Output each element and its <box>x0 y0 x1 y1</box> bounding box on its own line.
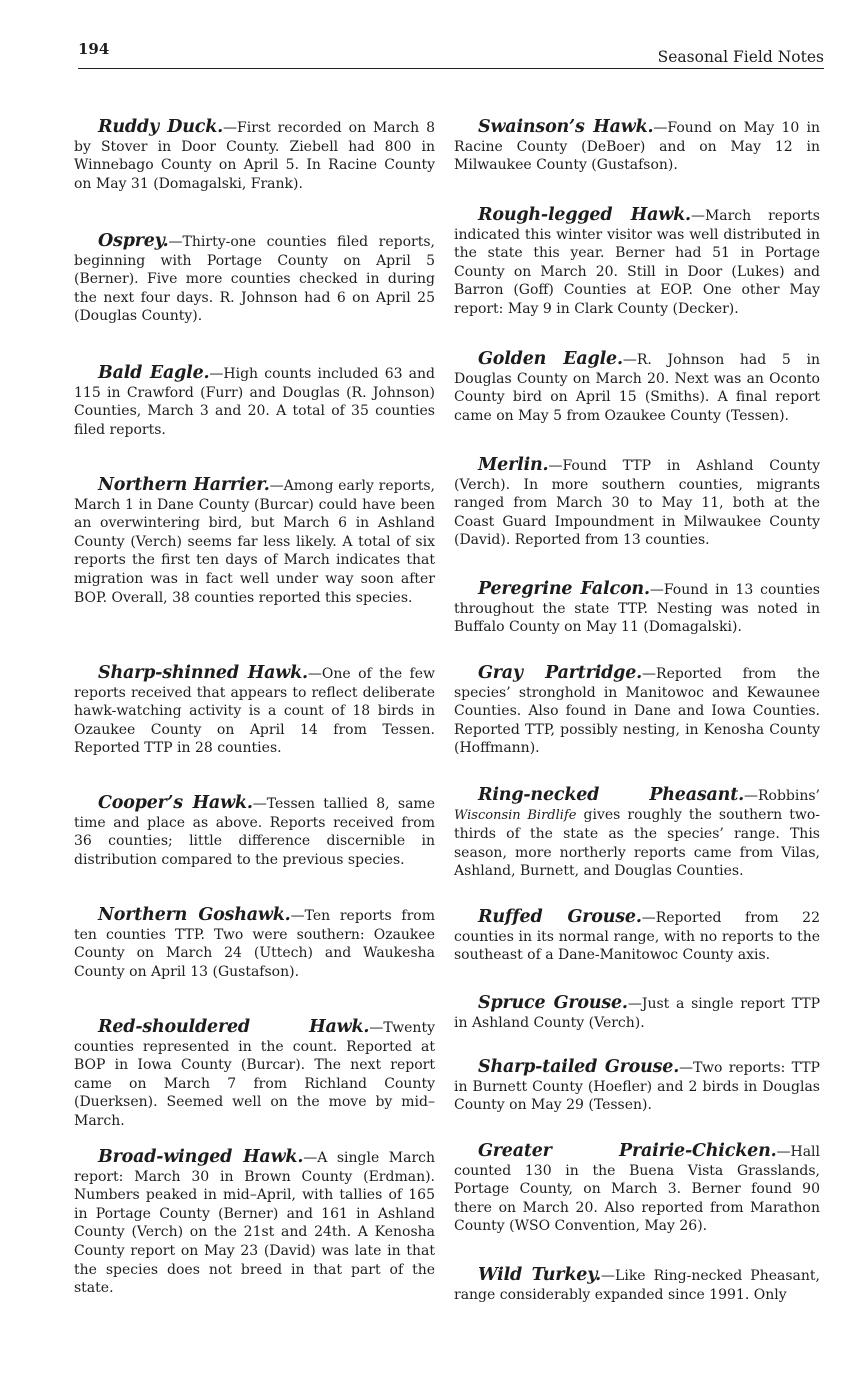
species-name: Bald Eagle. <box>98 363 210 383</box>
species-notes: —Two reports: TTP in Burnett County (Hoefler) and 2 birds in Douglas County on May 29 (Tessen). <box>454 1060 820 1114</box>
species-entry-coopers-hawk <box>74 794 435 869</box>
species-entry-red-shouldered-hawk <box>74 1018 435 1131</box>
book-title: Wisconsin Birdlife <box>454 807 577 823</box>
species-notes-intro: —Robbins’ <box>743 788 820 804</box>
species-entry-sharp-tailed-grouse <box>454 1058 820 1115</box>
species-entry-ring-necked-pheasant <box>454 786 820 881</box>
species-notes: —March reports indicated this winter visitor was well distributed in the state this year. Berner had 51 in Portage County on March 20. Still in Door (Lukes) and Barron (Goff) Counties at EOP. One other May report: May 9 in Clark County (Decker). <box>454 208 820 317</box>
species-entry-bald-eagle <box>74 364 435 439</box>
species-notes: —Among early reports, March 1 in Dane County (Burcar) could have been an overwintering bird, but March 6 in Ashland County (Verch) seems far less likely. A total of six reports the first ten days of March indicates that migration was in fact well under way soon after BOP. Overall, 38 counties reported this species. <box>74 478 435 606</box>
species-notes: —Thirty-one counties filed reports, beginning with Portage County on April 5 (Berner). Five more counties checked in during the next four days. R. Johnson had 6 on April 25 (Douglas County). <box>74 234 435 325</box>
species-name: Sharp-tailed Grouse. <box>478 1057 680 1077</box>
species-entry-swainsons-hawk <box>454 118 820 175</box>
species-name: Rough-legged Hawk. <box>478 205 691 225</box>
species-name: Gray Partridge. <box>478 663 643 683</box>
species-name: Ruffed Grouse. <box>478 907 642 927</box>
species-name: Wild Turkey. <box>478 1265 602 1285</box>
page-header <box>78 38 824 69</box>
species-entry-sharp-shinned-hawk <box>74 664 435 758</box>
species-notes: —R. Johnson had 5 in Douglas County on March 20. Next was an Oconto County bird on April 15 (Smiths). A final report came on May 5 from Ozaukee County (Tessen). <box>454 352 820 424</box>
running-head: Seasonal Field Notes <box>657 48 824 66</box>
species-entry-golden-eagle <box>454 350 820 425</box>
species-notes: —Hall counted 130 in the Buena Vista Grasslands, Portage County, on March 3. Berner found 90 there on March 20. Also reported from Marathon County (WSO Convention, May 26). <box>454 1144 820 1235</box>
species-notes: —Reported from 22 counties in its normal range, with no reports to the southeast of a Dane-Manitowoc County axis. <box>454 910 820 964</box>
species-name: Sharp-shinned Hawk. <box>98 663 308 683</box>
species-entry-broad-winged-hawk <box>74 1148 435 1298</box>
species-notes: —Like Ring-necked Pheasant, range considerably expanded since 1991. Only <box>454 1268 820 1303</box>
species-name: Merlin. <box>478 455 549 475</box>
species-notes: —High counts included 63 and 115 in Crawford (Furr) and Douglas (R. Johnson) Counties, March 3 and 20. A total of 35 counties filed reports. <box>74 366 435 438</box>
species-name: Golden Eagle. <box>478 349 623 369</box>
species-notes: gives roughly the southern two-thirds of the state as the species’ range. This season, more northerly reports came from Vilas, Ashland, Burnett, and Douglas Counties. <box>454 806 820 880</box>
species-name: Osprey. <box>98 231 169 251</box>
species-name: Cooper’s Hawk. <box>98 793 253 813</box>
species-notes: —Just a single report TTP in Ashland County (Verch). <box>454 996 820 1031</box>
species-notes: —Twenty counties represented in the count. Reported at BOP in Iowa County (Burcar). The next report came on March 7 from Richland County (Duerksen). Seemed well on the move by mid–March. <box>74 1020 435 1129</box>
species-name: Broad-winged Hawk. <box>98 1147 304 1167</box>
species-entry-greater-prairie-chicken <box>454 1142 820 1236</box>
species-entry-merlin <box>454 456 820 550</box>
species-notes: —A single March report: March 30 in Brown County (Erdman). Numbers peaked in mid–April, with tallies of 165 in Portage County (Berner) and 161 in Ashland County (Verch) on the 21st and 24th. A Kenosha County report on May 23 (David) was late in that the species does not breed in that part of the state. <box>74 1150 435 1297</box>
species-name: Northern Goshawk. <box>98 905 291 925</box>
species-name: Red-shouldered Hawk. <box>98 1017 370 1037</box>
species-name: Greater Prairie-Chicken. <box>478 1141 777 1161</box>
species-entry-ruddy-duck <box>74 118 435 193</box>
species-name: Swainson’s Hawk. <box>478 117 654 137</box>
species-notes: —First recorded on March 8 by Stover in Door County. Ziebell had 800 in Winnebago County on April 5. In Racine County on May 31 (Domagalski, Frank). <box>74 120 435 192</box>
page-number: 194 <box>78 40 110 58</box>
species-name: Ring-necked Pheasant. <box>478 785 744 805</box>
species-entry-northern-harrier <box>74 476 435 607</box>
species-entry-wild-turkey <box>454 1266 820 1304</box>
species-notes: —Found on May 10 in Racine County (DeBoer) and on May 12 in Milwaukee County (Gustafson). <box>454 120 820 174</box>
species-entry-peregrine-falcon <box>454 580 820 637</box>
species-entry-gray-partridge <box>454 664 820 758</box>
species-notes: —Found in 13 counties throughout the state TTP. Nesting was noted in Buffalo County on May 11 (Domagalski). <box>454 582 820 636</box>
species-entry-rough-legged-hawk <box>454 206 820 319</box>
species-name: Northern Harrier. <box>98 475 270 495</box>
species-name: Spruce Grouse. <box>478 993 628 1013</box>
species-entry-spruce-grouse <box>454 994 820 1032</box>
species-notes: —Reported from the species’ stronghold in Manitowoc and Kewaunee Counties. Also found in Dane and Iowa Counties. Reported TTP, possibly nesting, in Kenosha County (Hoffmann). <box>454 666 820 757</box>
species-name: Ruddy Duck. <box>98 117 224 137</box>
species-name: Peregrine Falcon. <box>478 579 650 599</box>
species-entry-ruffed-grouse <box>454 908 820 965</box>
species-entry-osprey <box>74 232 435 326</box>
species-entry-northern-goshawk <box>74 906 435 981</box>
species-notes: —Ten reports from ten counties TTP. Two were southern: Ozaukee County on March 24 (Uttech) and Waukesha County on April 13 (Gustafson). <box>74 908 436 980</box>
species-notes: —One of the few reports received that appears to reflect deliberate hawk-watching activity is a count of 18 birds in Ozaukee County on April 14 from Tessen. Reported TTP in 28 counties. <box>74 666 435 757</box>
species-notes: —Found TTP in Ashland County (Verch). In more southern counties, migrants ranged from March 30 to May 11, both at the Coast Guard Impoundment in Milwaukee County (David). Reported from 13 counties. <box>454 458 820 549</box>
species-notes: —Tessen tallied 8, same time and place as above. Reports received from 36 counties; little difference discernible in distribution compared to the previous species. <box>74 796 435 868</box>
